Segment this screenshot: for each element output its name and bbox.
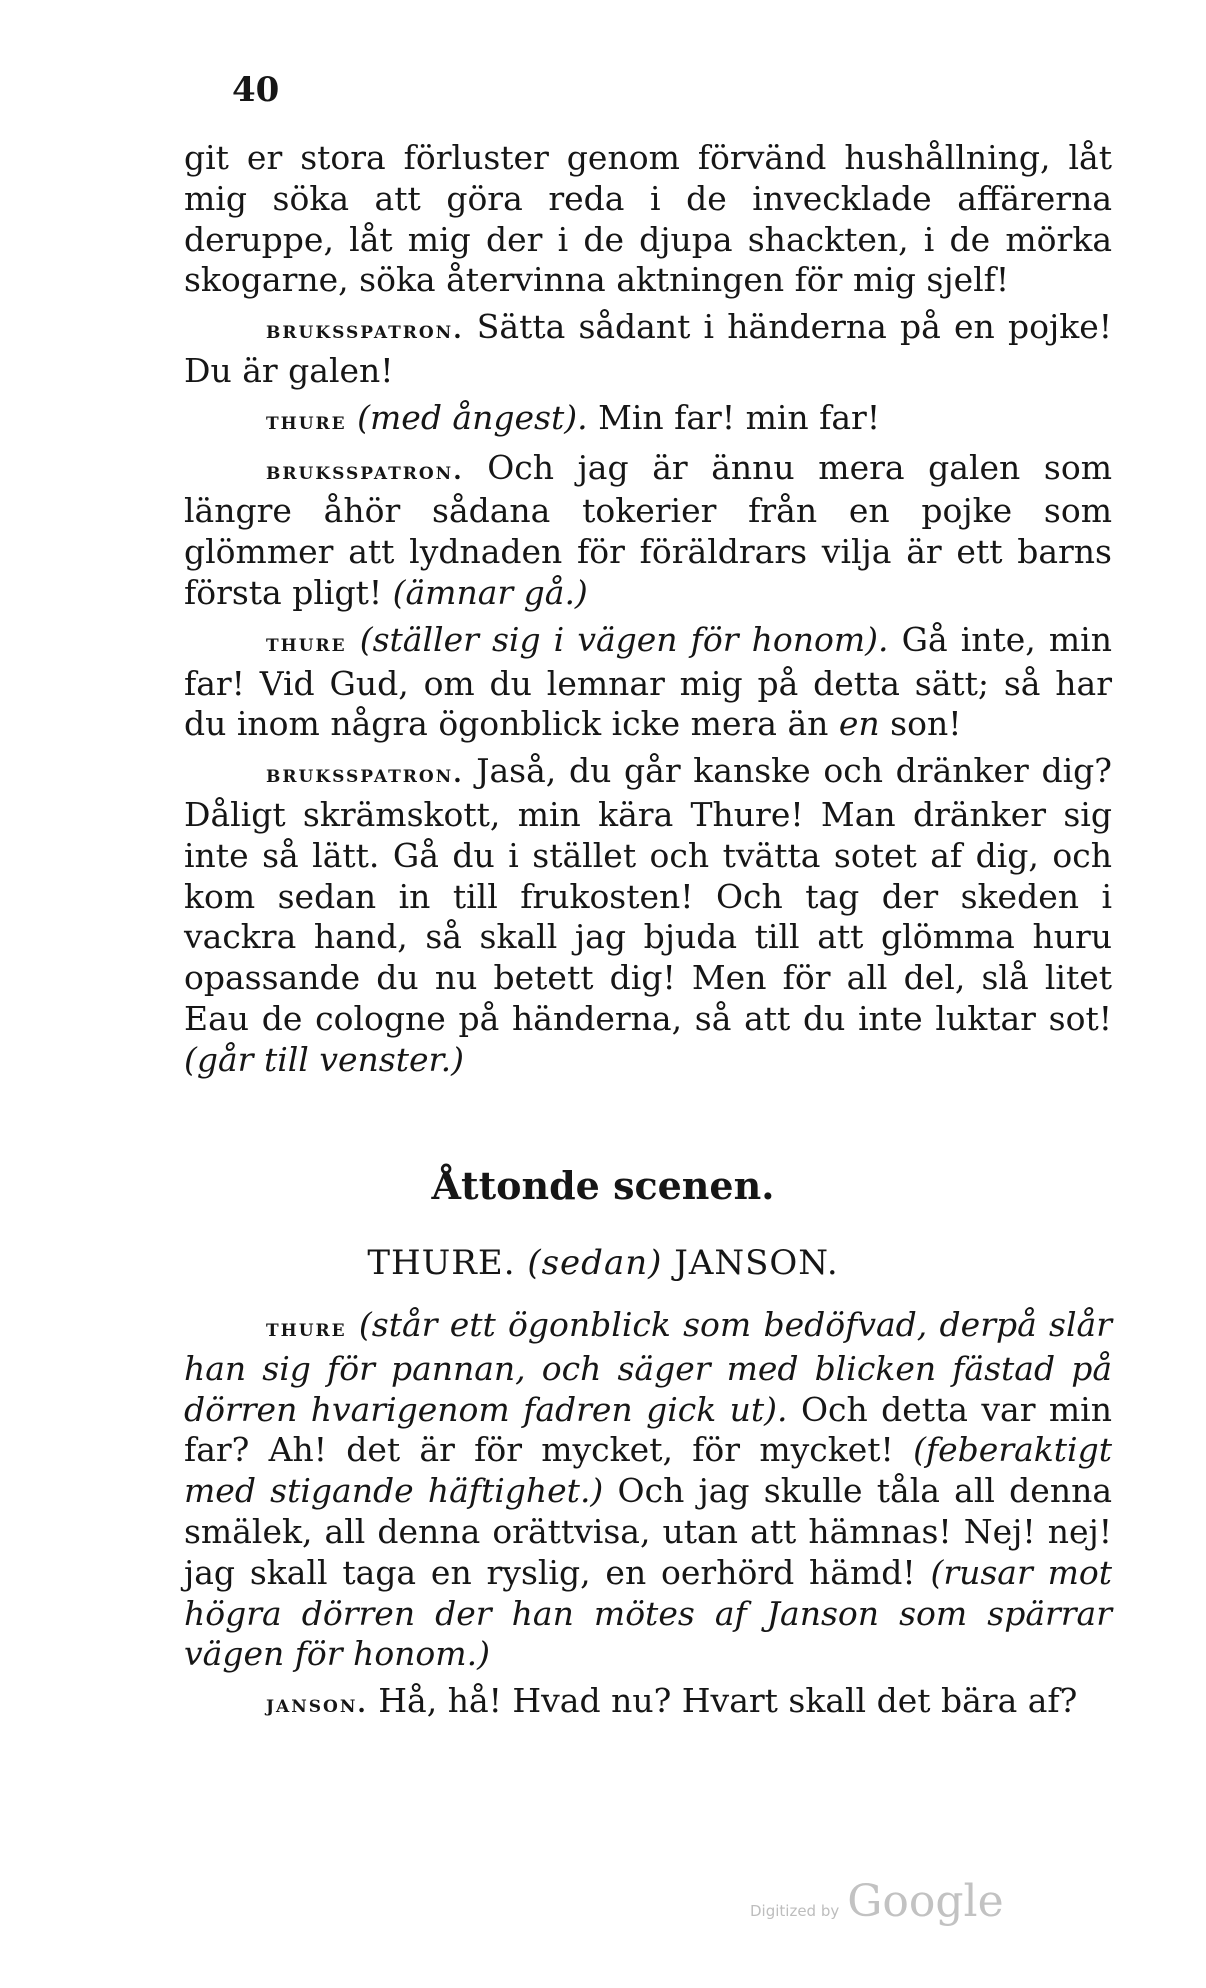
- speech-thure-2: [184, 620, 1112, 745]
- cast-stage-direction: (sedan): [527, 1243, 663, 1283]
- stage-direction: (ställer sig i vägen för honom).: [359, 619, 889, 659]
- speaker-name: thure: [266, 1313, 347, 1342]
- stage-direction: (rusar mot högra dörren der han mötes af Janson som spärrar vägen för honom.): [184, 1552, 1112, 1674]
- speech-text: Jaså, du går kanske och dränker dig? Dåligt skrämskott, min kära Thure! Man dränker sig inte så lätt. Gå du i stället och tvätta sotet af dig, och kom sedan in till frukosten! Och tag der skeden i vackra hand, så skall jag bjuda till att glömma huru opassande du nu betett dig! Men för all del, slå litet Eau de cologne på händerna, så att du inte luktar sot!: [184, 751, 1112, 1038]
- speaker-name: thure: [266, 627, 347, 657]
- text-block-upper: [184, 138, 1112, 1087]
- emphasis: en: [838, 704, 880, 744]
- speech-bruksspatron-2: [184, 448, 1112, 614]
- google-logo: Google: [847, 1876, 1004, 1927]
- speech-text: Och jag skulle tåla all denna smälek, all denna orättvisa, utan att hämnas! Nej! nej! jag skall taga en ryslig, en oerhörd hämd!: [184, 1471, 1112, 1592]
- speech-thure-1: [184, 398, 1112, 442]
- stage-direction: (ämnar gå.): [392, 572, 588, 612]
- speech-text-end: son!: [890, 704, 962, 744]
- digitized-by-watermark: [750, 1876, 1004, 1927]
- speech-text: Sätta sådant i händerna på en pojke! Du är galen!: [184, 307, 1112, 390]
- speaker-name: bruksspatron.: [266, 455, 464, 485]
- digitized-label: Digitized by: [750, 1902, 840, 1920]
- speech-text: Och detta var min far? Ah! det är för mycket, för mycket!: [184, 1389, 1112, 1470]
- speech-thure-3: [184, 1305, 1112, 1675]
- speech-text: Gå inte, min far! Vid Gud, om du lemnar mig på detta sätt; så har du inom några ögonblick icke mera än: [184, 619, 1112, 744]
- speech-text: Min far! min far!: [598, 397, 881, 437]
- text-block-lower: [184, 1305, 1112, 1731]
- stage-direction: (med ångest).: [357, 397, 588, 437]
- scene-cast: [0, 1243, 1206, 1283]
- speaker-name: bruksspatron.: [266, 759, 464, 789]
- cast-name: THURE.: [367, 1243, 516, 1283]
- speech-bruksspatron-3: [184, 751, 1112, 1080]
- stage-direction: (feberaktigt med stigande häftighet.): [184, 1430, 1112, 1511]
- speaker-name: thure: [266, 405, 347, 435]
- speaker-name: janson.: [266, 1689, 368, 1719]
- stage-direction: (går till venster.): [184, 1039, 465, 1079]
- speech-janson-1: [184, 1681, 1112, 1725]
- speech-text: Hå, hå! Hvad nu? Hvart skall det bära af?: [378, 1681, 1078, 1721]
- page-number: 40: [232, 70, 280, 110]
- speech-text: Och jag är ännu mera galen som längre åhör sådana tokerier från en pojke som glömmer att lydnaden för föräldrars vilja är ett barns första pligt!: [184, 447, 1112, 612]
- speaker-name: bruksspatron.: [266, 315, 464, 345]
- scene-heading: Åttonde scenen.: [431, 1163, 775, 1208]
- cast-name: JANSON.: [674, 1243, 839, 1283]
- speech-bruksspatron-1: [184, 307, 1112, 392]
- paragraph-continuation: git er stora förluster genom förvänd hushållning, låt mig söka att göra reda i de invecklade affärerna deruppe, låt mig der i de djupa shackten, i de mörka skogarne, söka återvinna aktningen för mig sjelf!: [184, 138, 1112, 300]
- stage-direction: (står ett ögonblick som bedöfvad, derpå slår han sig för pannan, och säger med blicken fästad på dörren hvarigenom fadren gick ut).: [184, 1305, 1112, 1429]
